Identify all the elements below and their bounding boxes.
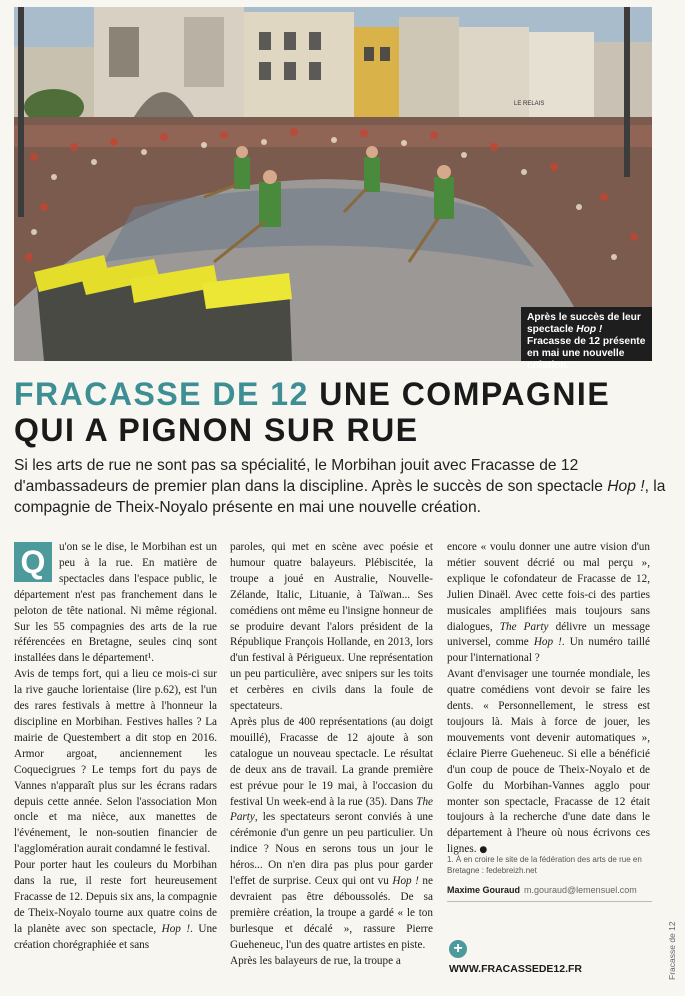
show-title: Hop !	[533, 636, 562, 649]
paragraph	[447, 667, 650, 859]
paragraph-text: . Une création chorégraphiée et sans	[14, 922, 218, 951]
show-title: Hop !	[161, 922, 191, 935]
footnote: 1. À en croire le site de la fédération des arts de rue en Bretagne : fedebreizh.net	[447, 855, 642, 875]
caption-text-2: Fracasse de 12 présente en mai une nouvelle création.	[527, 336, 646, 371]
body-column-2	[230, 540, 433, 969]
headline-rest: UNE COMPAGNIE QUI A PIGNON SUR RUE	[14, 376, 611, 448]
paragraph-text: ne devraient pas être déboussolés. De sa première création, la troupe a gardé « le ton burlesque et décalé », rassure Pierre Gueheneuc, l'un des quatre artistes en piste.	[230, 875, 433, 951]
byline	[447, 885, 657, 895]
paragraph	[14, 858, 217, 953]
paragraph-text: encore « voulu donner une autre vision d'un métier souvent décrié ou mal perçu », explique le cofondateur de Fracasse de 12, Julien Dinaël. Avec cette fois-ci des parties musicales amplifiées mais toujours sans dialogues,	[447, 541, 650, 633]
author-name: Maxime Gouraud	[447, 885, 521, 895]
website-link[interactable]: WWW.FRACASSEDE12.FR	[449, 963, 583, 975]
caption-text-1: Après le succès de leur spectacle	[527, 312, 641, 335]
paragraph-text: Pour porter haut les couleurs du Morbihan dans la rue, il reste fort heureusement Fracasse de 12. Depuis six ans, la compagnie de Theix-Noyalo tourne aux quatre coins de la planète avec son spectacle,	[14, 859, 217, 935]
paragraph-text: u'on se le dise, le Morbihan est un peu à la rue. En matière de spectacles dans l'espace public, le département n'est pas franchement dans le peloton de tête national. Ni même régional. Sur les 55 compagnies des arts de la rue référencées en Bretagne, seules cinq sont installées dans le département¹.	[14, 541, 217, 665]
paragraph: Avis de temps fort, qui a lieu ce mois-ci sur la rive gauche lorientaise (lire p.62), est l'un des rares festivals à mettre à l'honneur la discipline en Morbihan. Festives halles ? La mairie de Questembert a dit stop en 2016. Armor argoat, anciennement les Coquecigrues ? Le temps fort du pays de Vannes n'apparaît plus sur les écrans radars depuis cette année. Selon l'association Mon oncle et ma nièce, aux manettes de l'événement, le non-soutien financier de l'agglomération aurait condamné le festival.	[14, 668, 217, 856]
paragraph-text: , les spectateurs seront conviés à une cérémonie d'un genre un peu particulier. Un indice ? Nous en serons tous un jour le héros... On n'en dira pas plus pour garder l'effet de surprise. Ceux qui ont vu	[230, 811, 433, 888]
paragraph: Après les balayeurs de rue, la troupe a	[230, 954, 401, 967]
body-column-1	[14, 540, 217, 954]
paragraph-text: . Un numéro taillé pour l'international ?	[447, 636, 651, 665]
plus-circle-icon: +	[449, 940, 467, 958]
article-lead	[14, 455, 669, 518]
author-email[interactable]: m.gouraud@lemensuel.com	[524, 885, 637, 895]
paragraph-text: délivre un message universel, comme	[447, 620, 650, 649]
shop-sign: LE RELAIS	[514, 101, 545, 107]
headline-company-name: FRACASSE DE 12	[14, 376, 309, 412]
photo-caption	[521, 307, 652, 371]
drop-cap: Q	[14, 542, 52, 582]
lead-part-2: , la compagnie de Theix-Noyalo présente en mai une nouvelle création.	[14, 478, 666, 516]
body-column-3	[447, 540, 650, 859]
lead-part-1: Si les arts de rue ne sont pas sa spécialité, le Morbihan jouit avec Fracasse de 12 d'ambassadeurs de premier plan dans la discipline. Après le succès de son spectacle	[14, 457, 608, 495]
paragraph	[230, 715, 433, 954]
caption-show-title: Hop !	[576, 324, 603, 335]
paragraph-text: Avant d'envisager une tournée mondiale, les quatre comédiens vont devoir se faire les dents. « Personnellement, le stress est toujours là. Mais à force de jouer, les mouvements vont devenir automatiques », éclaire Pierre Gueheneuc. Si elle a bénéficié d'un coup de pouce de Theix-Noyalo et de Golfe du Morbihan-Vannes agglo pour monter son spectacle, Fracasse de 12 était toujours à la recherche d'une date dans le département à l'heure où nous écrivons ces lignes.	[447, 668, 650, 856]
paragraph: paroles, qui met en scène avec poésie et humour quatre balayeurs. Plébiscitée, la troupe a joué en Australie, Nouvelle-Zélande, Italic, Lituanie, à Taïwan... Ses comédiens ont même eu l'insigne honneur de se produire devant l'alors président de la République François Hollande, en 2013, lors d'un festival à Périgueux. Une représentation un peu particulière, avec snipers sur les toits et cerbères en civils dans la foule de spectateurs.	[230, 541, 433, 713]
paragraph	[14, 540, 217, 667]
paragraph	[447, 540, 650, 667]
show-title: Hop !	[392, 875, 419, 888]
show-title: The Party	[499, 620, 549, 633]
top-strip	[0, 0, 685, 6]
lead-show-title: Hop !	[607, 478, 645, 495]
end-mark: ●	[479, 845, 488, 856]
paragraph-text: Après plus de 400 représentations (au doigt mouillé), Fracasse de 12 ajoute à son catalogue un nouveau spectacle. Le résultat de deux ans de travail. La grande première est prévue pour le 19 mai, à l'occasion du festival Un week-end à la rue (35). Dans	[230, 715, 433, 808]
show-title: The Party	[230, 795, 433, 824]
article-headline	[14, 376, 654, 448]
side-tab-label: Fracasse de 12	[667, 921, 677, 980]
divider	[447, 901, 652, 902]
